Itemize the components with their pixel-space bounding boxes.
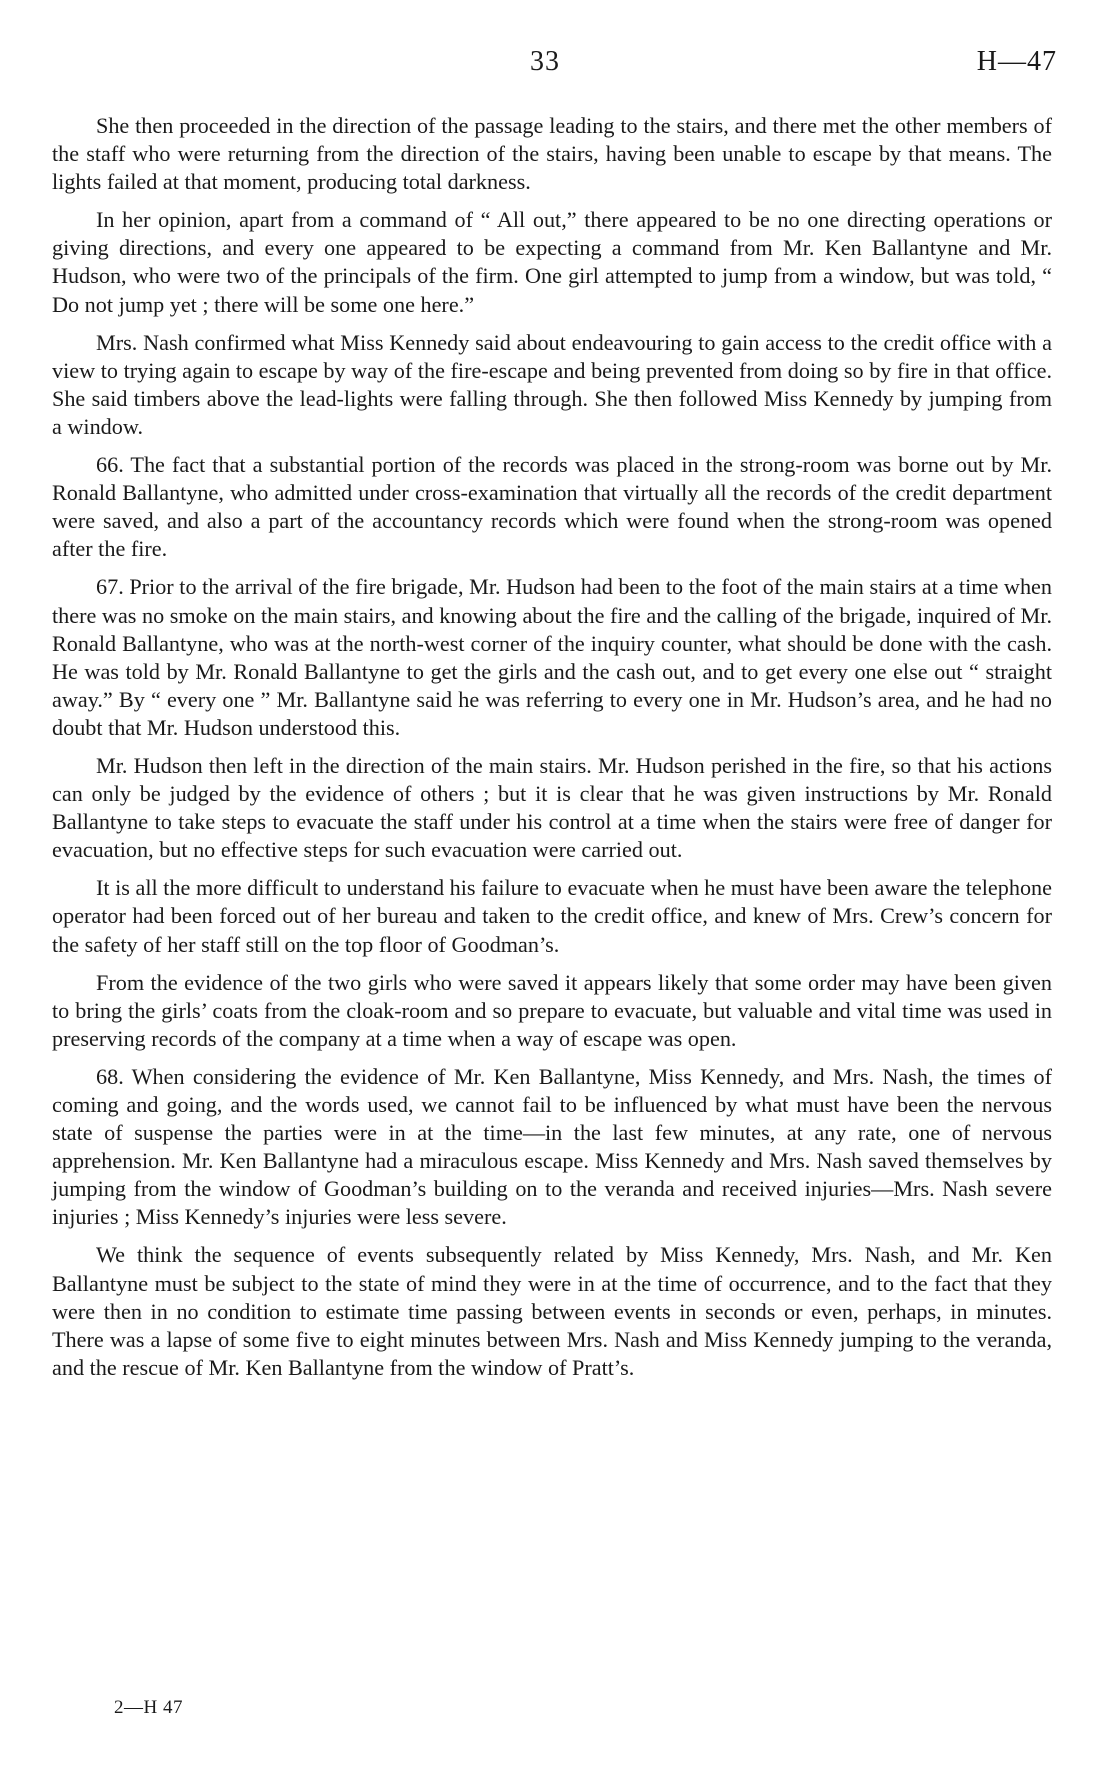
signature-reference: 2—H 47 (114, 1697, 183, 1718)
paragraph: It is all the more difficult to understand his failure to evacuate when he must have been aware the telephone operator had been forced out of her bureau and taken to the credit office, and knew of Mrs. Crew’s concern for the safety of her staff still on the top floor of Goodman’s. (52, 875, 1052, 957)
paragraph-66: 66. The fact that a substantial portion of the records was placed in the strong-room was borne out by Mr. Ronald Ballantyne, who admitted under cross-examination that virtually all the records of the credit department were saved, and also a part of the accountancy records which were found when the strong-room was opened after the fire. (52, 452, 1052, 562)
body-text (52, 112, 1052, 1392)
document-reference: H—47 (976, 46, 1057, 77)
paragraph: In her opinion, apart from a command of “ All out,” there appeared to be no one directing operations or giving directions, and every one appeared to be expecting a command from Mr. Ken Ballantyne and Mr. Hudson, who were two of the principals of the firm. One girl attempted to jump from a window, but was told, “ Do not jump yet ; there will be some one here.” (52, 207, 1052, 317)
paragraph-68: 68. When considering the evidence of Mr. Ken Ballantyne, Miss Kennedy, and Mrs. Nash, the times of coming and going, and the words used, we cannot fail to be influenced by what must have been the nervous state of suspense the parties were in at the time—in the last few minutes, at any rate, one of nervous apprehension. Mr. Ken Ballantyne had a miraculous escape. Miss Kennedy and Mrs. Nash saved themselves by jumping from the window of Goodman’s building on to the veranda and received injuries—Mrs. Nash severe injuries ; Miss Kennedy’s injuries were less severe. (52, 1063, 1052, 1230)
paragraph: Mrs. Nash confirmed what Miss Kennedy said about endeavouring to gain access to the credit office with a view to trying again to escape by way of the fire-escape and being prevented from doing so by fire in that office. She said timbers above the lead-lights were falling through. She then followed Miss Kennedy by jumping from a window. (52, 329, 1052, 439)
paragraph: We think the sequence of events subsequently related by Miss Kennedy, Mrs. Nash, and Mr. Ken Ballantyne must be subject to the state of mind they were in at the time of occurrence, and to the fact that they were then in no condition to estimate time passing between events in seconds or even, perhaps, in minutes. There was a lapse of some five to eight minutes between Mrs. Nash and Miss Kennedy jumping to the veranda, and the rescue of Mr. Ken Ballantyne from the window of Pratt’s. (52, 1242, 1052, 1380)
paragraph: From the evidence of the two girls who were saved it appears likely that some order may have been given to bring the girls’ coats from the cloak-room and so prepare to evacuate, but valuable and vital time was used in preserving records of the company at a time when a way of escape was open. (52, 969, 1052, 1051)
page-number: 33 (530, 46, 560, 77)
paragraph: She then proceeded in the direction of the passage leading to the stairs, and there met the other members of the staff who were returning from the direction of the stairs, having been unable to escape by that means. The lights failed at that moment, producing total darkness. (52, 113, 1052, 195)
paragraph-67: 67. Prior to the arrival of the fire brigade, Mr. Hudson had been to the foot of the main stairs at a time when there was no smoke on the main stairs, and knowing about the fire and the calling of the brigade, inquired of Mr. Ronald Ballantyne, who was at the north-west corner of the inquiry counter, what should be done with the cash. He was told by Mr. Ronald Ballantyne to get the girls and the cash out, and to get every one else out “ straight away.” By “ every one ” Mr. Ballantyne said he was referring to every one in Mr. Hudson’s area, and he had no doubt that Mr. Hudson understood this. (52, 574, 1052, 740)
paragraph: Mr. Hudson then left in the direction of the main stairs. Mr. Hudson perished in the fire, so that his actions can only be judged by the evidence of others ; but it is clear that he was given instructions by Mr. Ronald Ballantyne to take steps to evacuate the staff under his control at a time when the stairs were free of danger for evacuation, but no effective steps for such evacuation were carried out. (52, 752, 1052, 863)
